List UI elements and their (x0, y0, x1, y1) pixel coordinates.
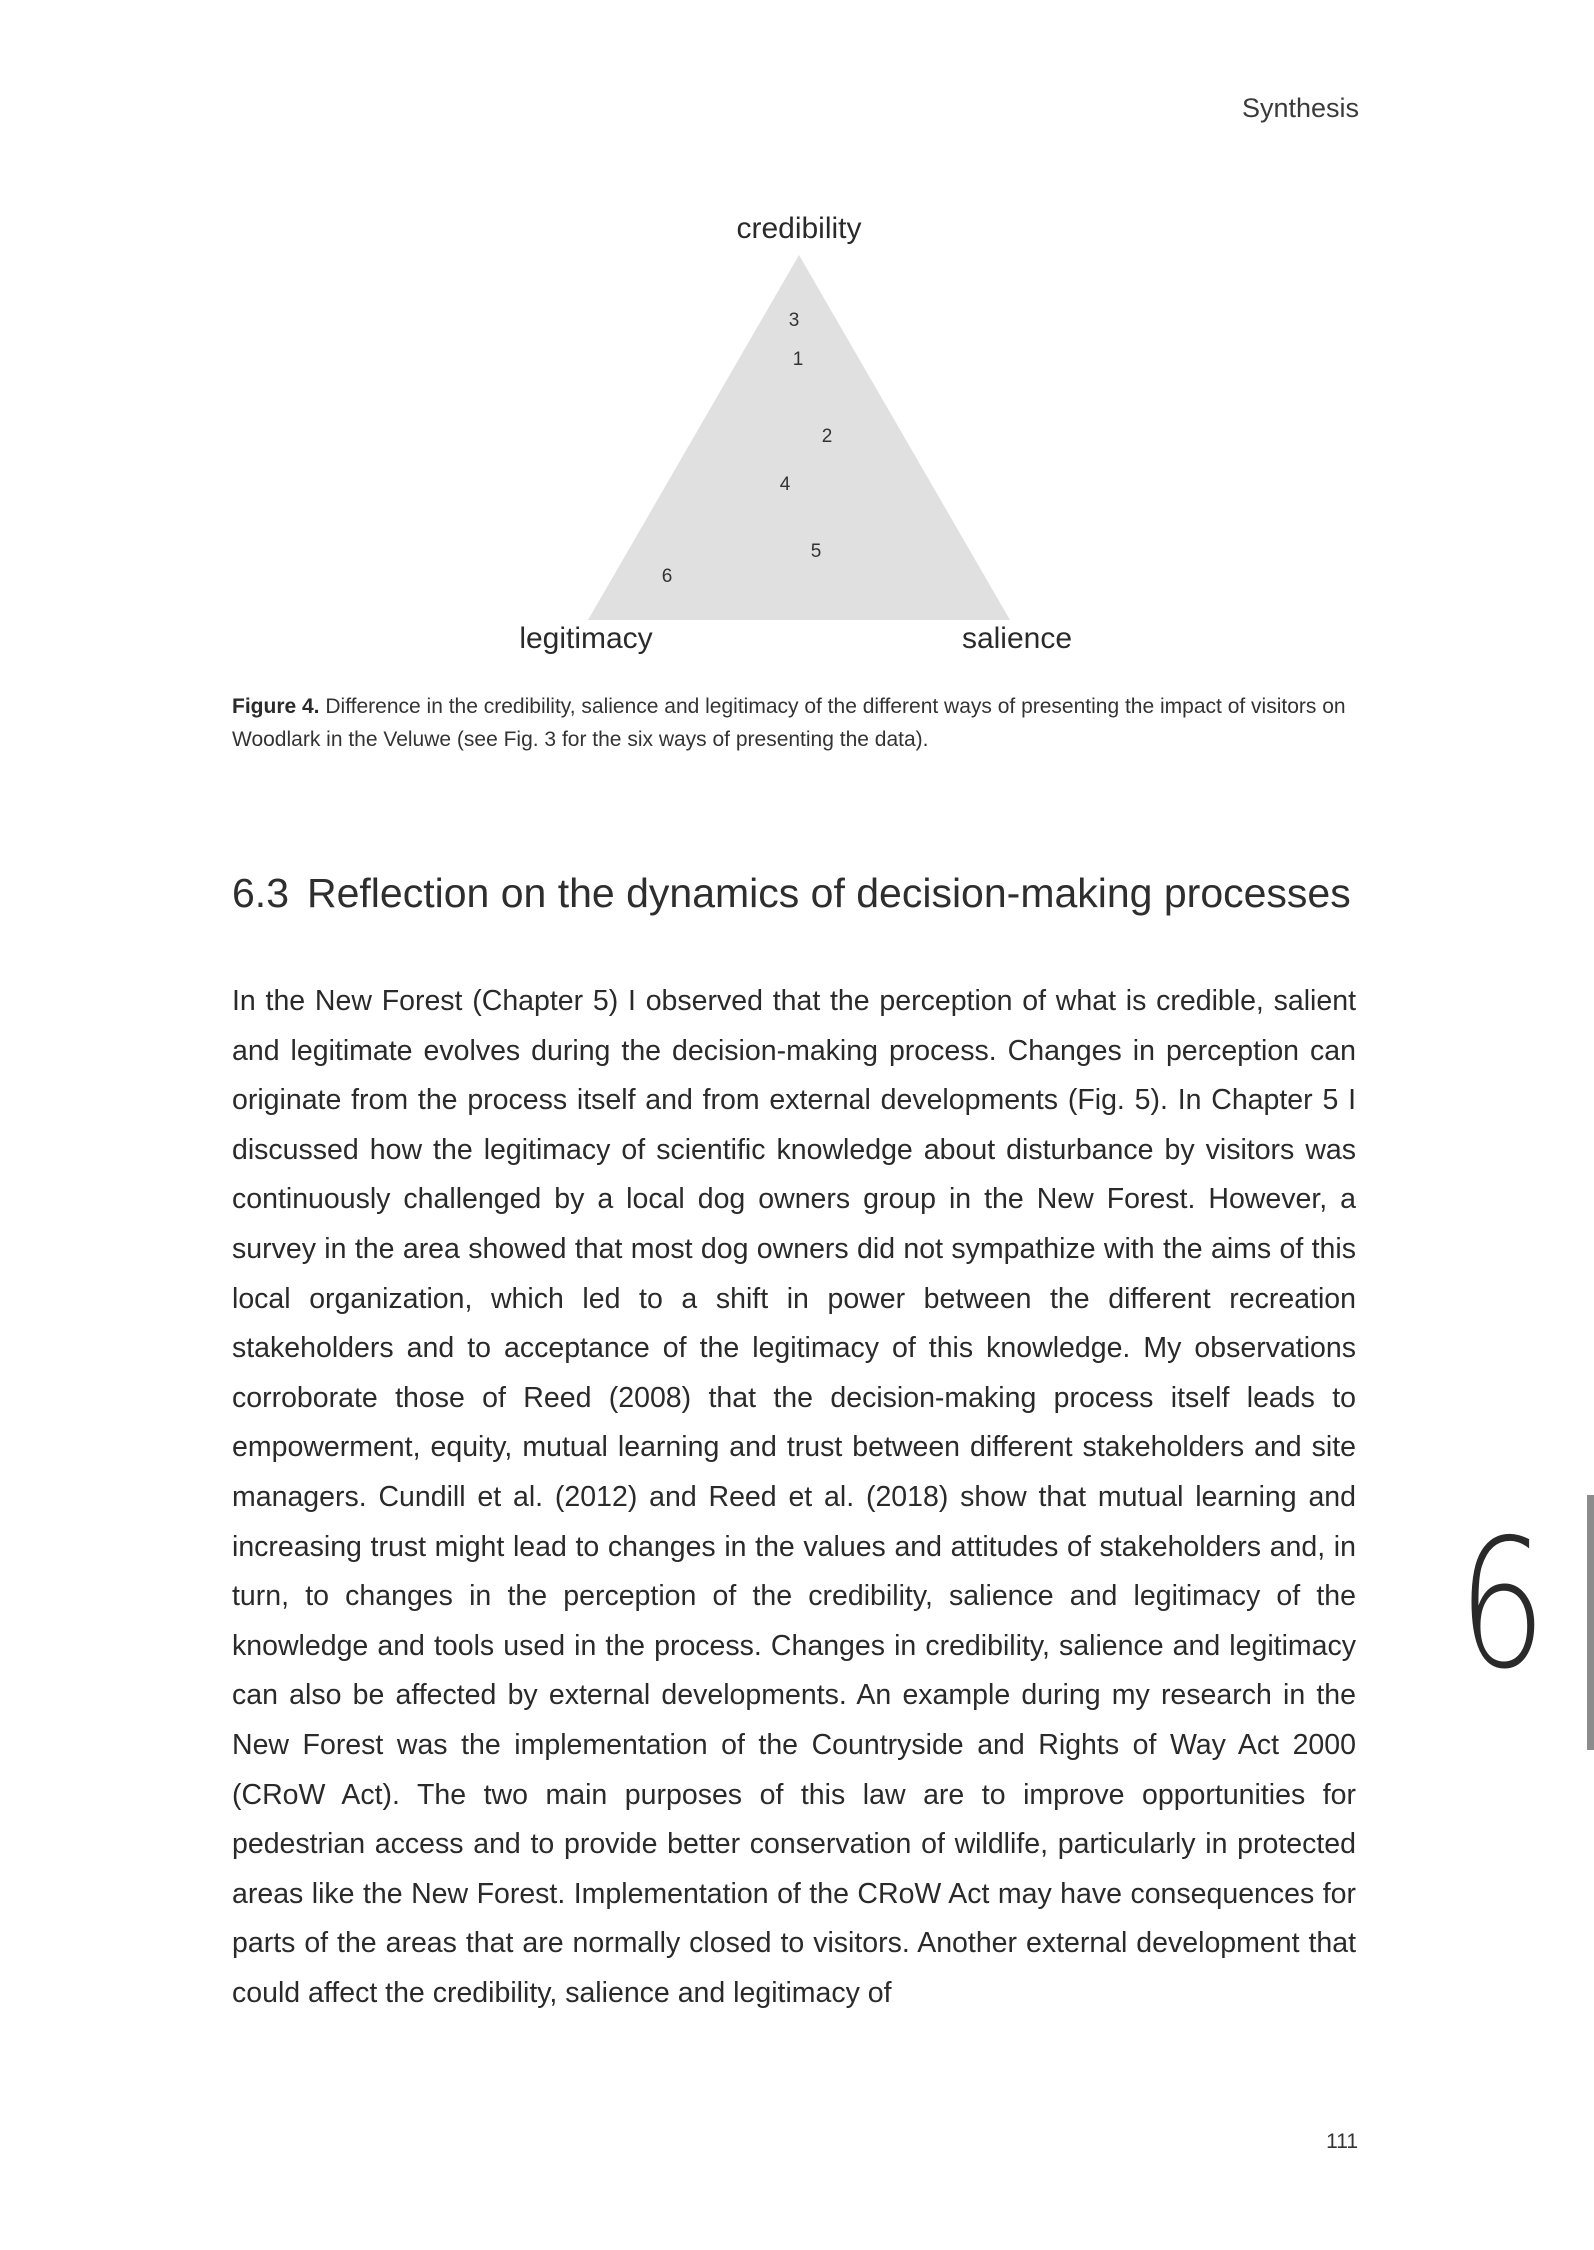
figure-caption-label: Figure 4. (232, 695, 320, 718)
chapter-tab (1587, 1495, 1594, 1750)
body-paragraph: In the New Forest (Chapter 5) I observed that the perception of what is credible, salient and legitimate evolves during the decision-making process. Changes in perception can originate from the process itself and from external developments (Fig. 5). In Chapter 5 I discussed how the legitimacy of scientific knowledge about disturbance by visitors was continuously challenged by a local dog owners group in the New Forest. However, a survey in the area showed that most dog owners did not sympathize with the aims of this local organization, which led to a shift in power between the different recreation stakeholders and to acceptance of the legitimacy of this knowledge. My observations corroborate those of Reed (2008) that the decision-making process itself leads to empowerment, equity, mutual learning and trust between different stakeholders and site managers. Cundill et al. (2012) and Reed et al. (2018) show that mutual learning and increasing trust might lead to changes in the values and attitudes of stakeholders and, in turn, to changes in the perception of the credibility, salience and legitimacy of the knowledge and tools used in the process. Changes in credibility, salience and legitimacy can also be affected by external developments. An example during my research in the New Forest was the implementation of the Countryside and Rights of Way Act 2000 (CRoW Act). The two main purposes of this law are to improve opportunities for pedestrian access and to provide better conservation of wildlife, particularly in protected areas like the New Forest. Implementation of the CRoW Act may have consequences for parts of the areas that are normally closed to visitors. Another external development that could affect the credibility, salience and legitimacy of (232, 985, 1356, 2009)
point-label: 5 (810, 541, 822, 562)
figure-4 (0, 0, 1594, 680)
corner-label-legitimacy: legitimacy (519, 622, 653, 655)
chapter-number: 6 (1458, 1501, 1547, 1708)
section-heading (232, 870, 1372, 917)
figure-caption-text: Difference in the credibility, salience and legitimacy of the different ways of presenting the impact of visitors on Woodlark in the Veluwe (see Fig. 3 for the six ways of presenting the data). (232, 695, 1346, 751)
section-number: 6.3 (232, 870, 289, 916)
point-label: 6 (661, 566, 673, 587)
triangle-diagram (0, 0, 1594, 680)
page-number: 111 (1326, 2130, 1358, 2153)
corner-label-salience: salience (961, 622, 1073, 655)
figure-caption (232, 690, 1360, 756)
point-label: 3 (788, 310, 800, 331)
corner-label-credibility: credibility (736, 212, 862, 245)
section-title: Reflection on the dynamics of decision-making processes (307, 870, 1351, 916)
point-label: 1 (792, 349, 804, 370)
running-head: Synthesis (1241, 93, 1359, 123)
point-label: 4 (779, 474, 791, 495)
point-label: 2 (821, 426, 833, 447)
